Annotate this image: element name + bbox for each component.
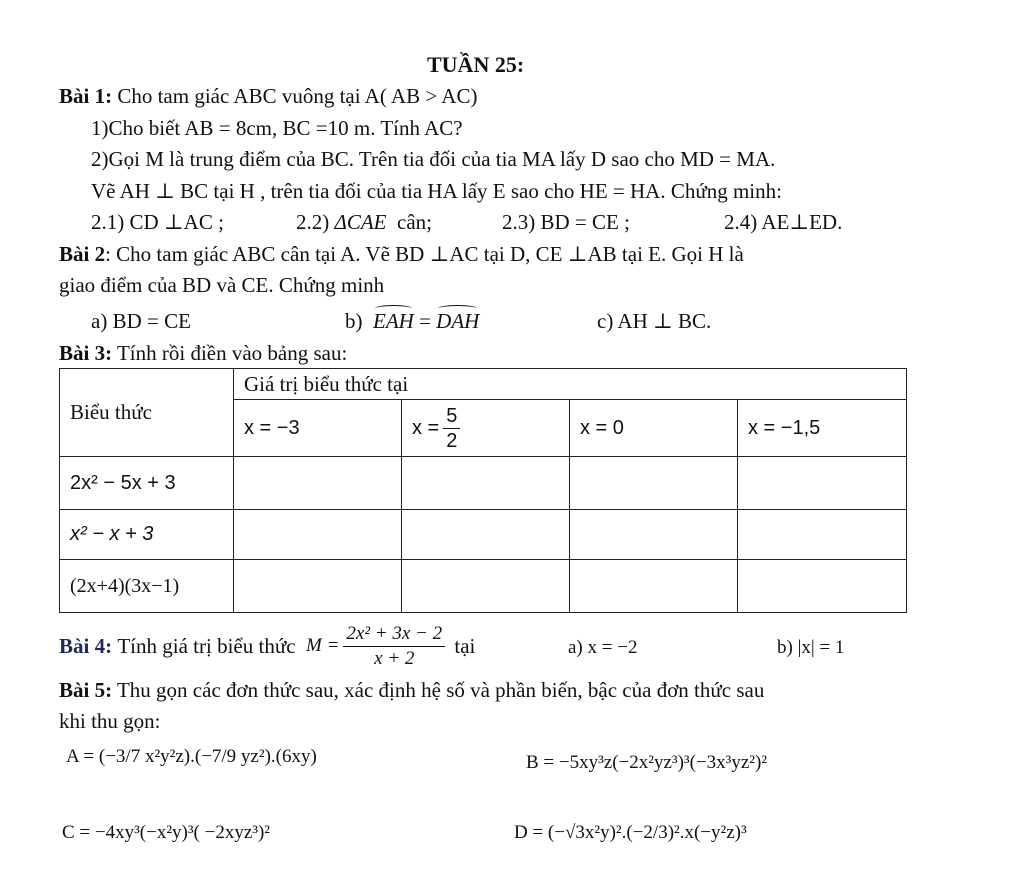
table-header-expression: Biểu thức: [60, 369, 234, 457]
expr-a: A = (−3/7 x²y²z).(−7/9 yz²).(6xy): [66, 746, 317, 767]
table-row2-expr: x² − x + 3: [60, 510, 234, 560]
bai4-text: Tính giá trị biểu thức: [117, 633, 296, 658]
bai1-q2b: Vẽ AH ⊥ BC tại H , trên tia đối của tia HA lấy E sao cho HE = HA. Chứng minh:: [91, 179, 782, 203]
angle-eah: EAH: [373, 309, 414, 333]
table-header-values: Giá trị biểu thức tại: [234, 369, 907, 400]
bai4-tai: tại: [454, 633, 476, 658]
x2-prefix: x =: [412, 416, 440, 439]
bai1-intro: [59, 84, 477, 109]
bai4-b: [777, 634, 844, 659]
bai1-p24: 2.4) AE⊥ED.: [724, 210, 843, 234]
bai2-line1: [59, 242, 744, 267]
table-row3-expr: (2x+4)(3x−1): [60, 560, 234, 613]
bai2-b: [345, 309, 479, 334]
table-cell[interactable]: [570, 457, 738, 510]
bai1-p22: [296, 210, 432, 235]
bai4-num: 2x² + 3x − 2: [343, 622, 445, 647]
table-header-x3: x = 0: [570, 400, 738, 457]
bai1-q1: 1)Cho biết AB = 8cm, BC =10 m. Tính AC?: [91, 116, 463, 140]
table-cell[interactable]: [402, 560, 570, 613]
bai1-p22-num: 2.2): [296, 210, 330, 234]
bai2-line1-text: : Cho tam giác ABC cân tại A. Vẽ BD ⊥AC tại D, CE ⊥AB tại E. Gọi H là: [105, 242, 744, 266]
bai5-line2: khi thu gọn:: [59, 709, 161, 733]
expr-c: C = −4xy³(−x²y)³( −2xyz³)²: [62, 822, 271, 843]
bai1-p22-triangle: ΔCAE: [334, 210, 387, 234]
table-cell[interactable]: [402, 510, 570, 560]
bai2-a: a) BD = CE: [91, 309, 191, 333]
expr-d: D = (−√3x²y)².(−2/3)².x(−y²z)³: [514, 822, 747, 843]
bai3-heading: [59, 341, 347, 366]
x2-den: 2: [446, 429, 458, 452]
bai3-text: Tính rồi điền vào bảng sau:: [116, 341, 348, 365]
bai2-b-label: b): [345, 309, 363, 333]
bai4-line: [59, 618, 475, 674]
bai4-den: x + 2: [374, 647, 415, 669]
bai3-label: Bài 3:: [59, 341, 113, 365]
bai5-text: Thu gọn các đơn thức sau, xác định hệ số và phần biến, bậc của đơn thức sau: [116, 678, 765, 702]
table-cell[interactable]: [234, 510, 402, 560]
bai2-label: Bài 2: [59, 242, 106, 266]
table-cell[interactable]: [234, 560, 402, 613]
table-header-x2: [402, 400, 570, 457]
table-cell[interactable]: [738, 560, 907, 613]
bai4-b-text: b) |x| = 1: [777, 637, 845, 658]
bai1-intro-text: Cho tam giác ABC vuông tại A( AB > AC): [117, 84, 478, 108]
bai1-p23: 2.3) BD = CE ;: [502, 210, 630, 234]
angle-dah: DAH: [436, 309, 480, 333]
bai4-m: M =: [306, 635, 340, 656]
bai4-label: Bài 4:: [59, 633, 113, 658]
value-table: [59, 368, 907, 613]
bai2-c: c) AH ⊥ BC.: [597, 309, 712, 333]
expr-b: B = −5xy³z(−2x²yz³)³(−3x³yz²)²: [526, 752, 768, 773]
bai1-p21: 2.1) CD ⊥AC ;: [91, 210, 224, 234]
table-cell[interactable]: [570, 560, 738, 613]
bai2-line2: giao điểm của BD và CE. Chứng minh: [59, 273, 385, 297]
bai4-a: [568, 634, 637, 659]
bai1-label: Bài 1:: [59, 84, 113, 108]
bai2-b-eq: =: [419, 309, 431, 333]
table-cell[interactable]: [738, 457, 907, 510]
x2-num: 5: [443, 404, 460, 429]
bai5-line1: [59, 678, 764, 703]
table-cell[interactable]: [402, 457, 570, 510]
table-cell[interactable]: [570, 510, 738, 560]
table-cell[interactable]: [738, 510, 907, 560]
page-title: TUẦN 25:: [427, 52, 525, 77]
table-header-x4: x = −1,5: [738, 400, 907, 457]
bai1-q2: 2)Gọi M là trung điểm của BC. Trên tia đối của tia MA lấy D sao cho MD = MA.: [91, 147, 776, 171]
table-header-x1: x = −3: [234, 400, 402, 457]
bai5-label: Bài 5:: [59, 678, 113, 702]
table-row1-expr: 2x² − 5x + 3: [60, 457, 234, 510]
bai4-a-text: a) x = −2: [568, 637, 638, 658]
bai1-p22-text: cân;: [397, 210, 432, 234]
table-cell[interactable]: [234, 457, 402, 510]
bai4-fraction: [343, 622, 445, 671]
